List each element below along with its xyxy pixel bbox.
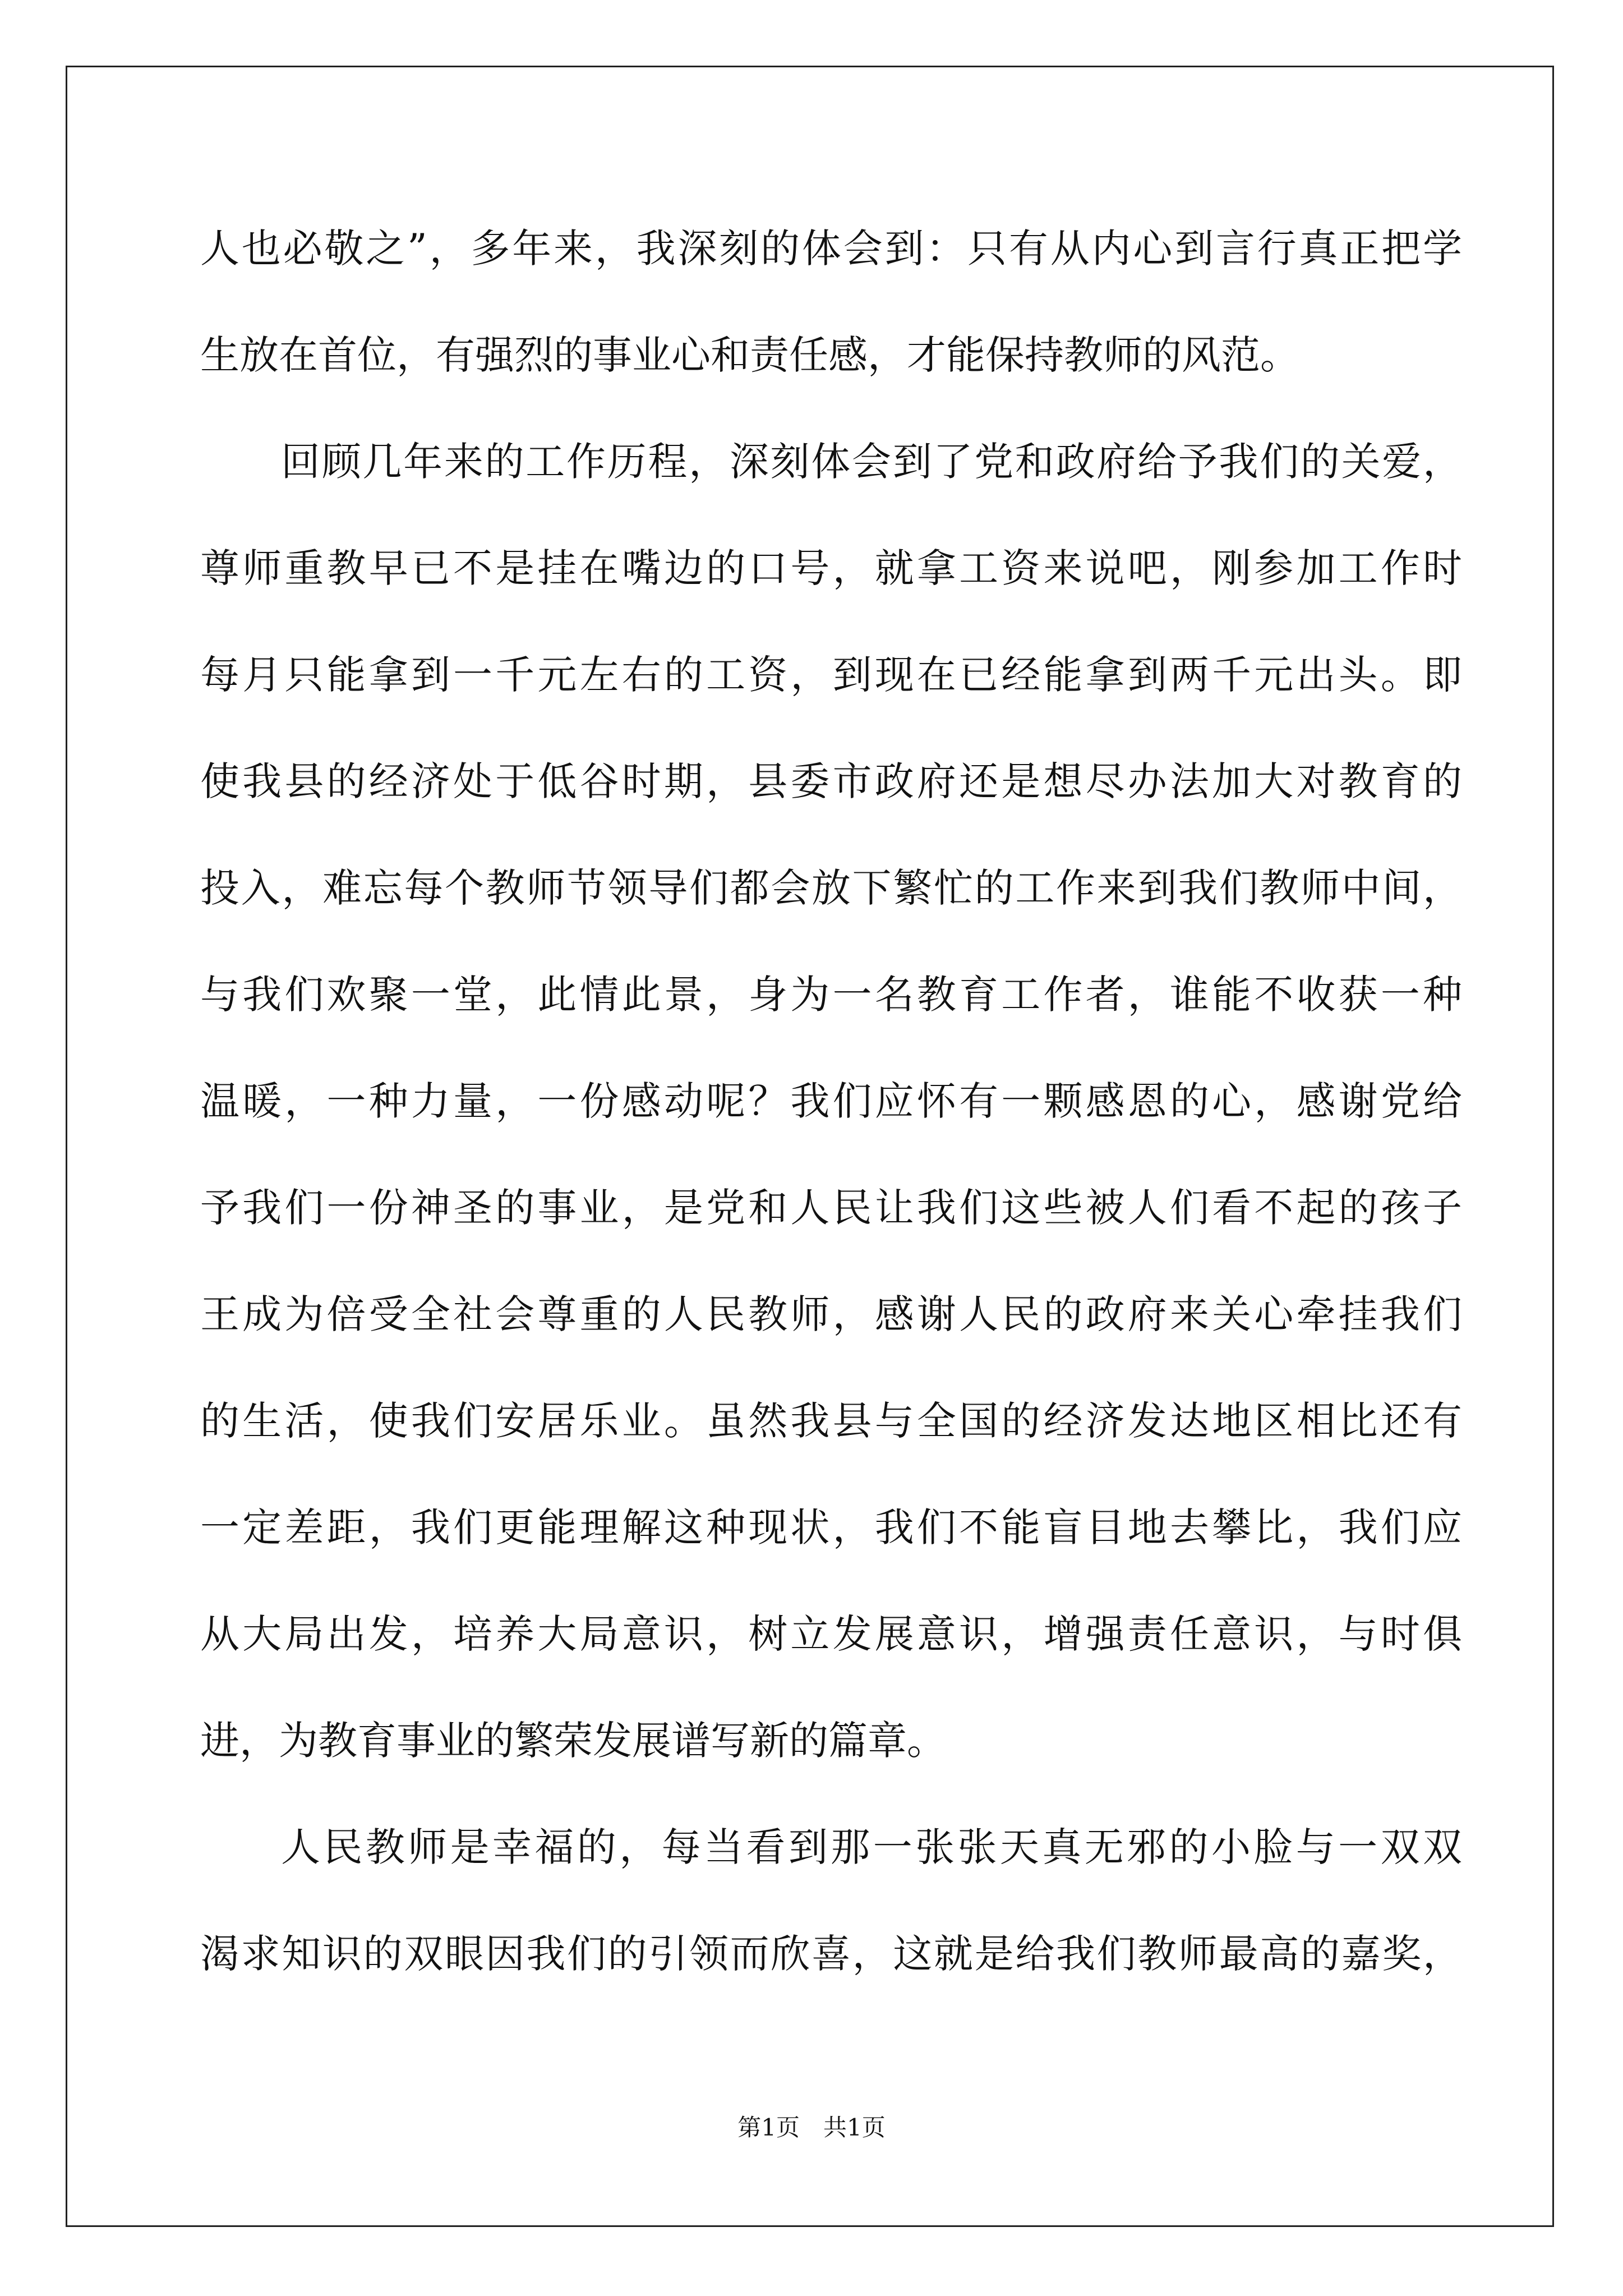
text-line: 一定差距，我们更能理解这种现状，我们不能盲目地去攀比，我们应 xyxy=(200,1504,1462,1550)
text-line: 与我们欢聚一堂，此情此景，身为一名教育工作者，谁能不收获一种 xyxy=(200,972,1462,1018)
text-line: 从大局出发，培养大局意识，树立发展意识，增强责任意识，与时俱 xyxy=(200,1611,1462,1657)
paragraph-start-line: 回顾几年来的工作历程，深刻体会到了党和政府给予我们的关爱， xyxy=(281,439,1462,485)
text-line: 生放在首位，有强烈的事业心和责任感，才能保持教师的风范。 xyxy=(200,332,1299,378)
text-line: 人也必敬之”，多年来，我深刻的体会到：只有从内心到言行真正把学 xyxy=(200,226,1462,272)
text-line: 王成为倍受全社会尊重的人民教师，感谢人民的政府来关心牵挂我们 xyxy=(200,1291,1462,1337)
text-line: 予我们一份神圣的事业，是党和人民让我们这些被人们看不起的孩子 xyxy=(200,1185,1462,1231)
text-line: 进，为教育事业的繁荣发展谱写新的篇章。 xyxy=(200,1718,946,1764)
page-number-footer: 第1页 共1页 xyxy=(737,2114,886,2141)
text-line: 的生活，使我们安居乐业。虽然我县与全国的经济发达地区相比还有 xyxy=(200,1398,1462,1444)
text-line: 渴求知识的双眼因我们的引领而欣喜，这就是给我们教师最高的嘉奖， xyxy=(200,1931,1462,1977)
text-line: 每月只能拿到一千元左右的工资，到现在已经能拿到两千元出头。即 xyxy=(200,652,1462,698)
document-body xyxy=(200,195,1462,2007)
text-line: 温暖，一种力量，一份感动呢？我们应怀有一颗感恩的心，感谢党给 xyxy=(200,1078,1462,1124)
text-line: 投入，难忘每个教师节领导们都会放下繁忙的工作来到我们教师中间， xyxy=(200,865,1462,911)
text-line: 使我县的经济处于低谷时期，县委市政府还是想尽办法加大对教育的 xyxy=(200,758,1462,804)
paragraph-start-line: 人民教师是幸福的，每当看到那一张张天真无邪的小脸与一双双 xyxy=(281,1824,1462,1870)
text-line: 尊师重教早已不是挂在嘴边的口号，就拿工资来说吧，刚参加工作时 xyxy=(200,545,1462,591)
